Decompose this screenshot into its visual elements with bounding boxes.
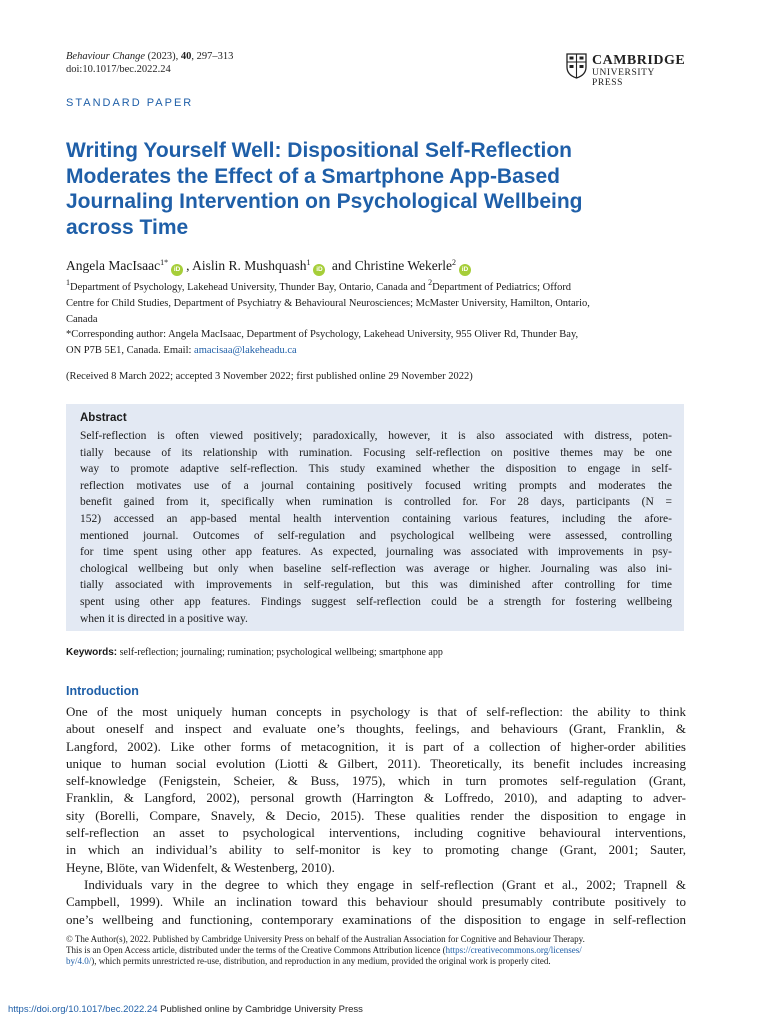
abstract-line: way to promote adaptive self-reflection. This study examined whether the disposition to engage in self- xyxy=(80,463,672,476)
keywords-text: self-reflection; journaling; rumination; psychological wellbeing; smartphone app xyxy=(117,647,443,658)
footer-text: Published online by Cambridge University Press xyxy=(157,1004,363,1015)
abstract-heading: Abstract xyxy=(80,412,127,424)
copyright-line: © The Author(s), 2022. Published by Cambridge University Press on behalf of the Australian Association for Cognitive and Behaviour Therapy. xyxy=(66,934,585,944)
journal-volume: 40 xyxy=(180,51,192,62)
email-link[interactable]: amacisaa@lakeheadu.ca xyxy=(194,345,297,357)
body-line: unique to human social evolution (Liotti & Gilbert, 2011). Theoretically, its benefit includes increasing xyxy=(66,755,686,771)
journal-doi: doi:10.1017/bec.2022.24 xyxy=(66,64,171,75)
orcid-icon[interactable]: iD xyxy=(171,264,183,276)
keywords xyxy=(66,647,443,658)
journal-year: (2023), xyxy=(147,51,179,62)
copyright-text: ), which permits unrestricted re-use, distribution, and reproduction in any medium, provided the original work is properly cited. xyxy=(91,956,551,967)
section-heading-introduction: Introduction xyxy=(66,684,139,698)
copyright-text: This is an Open Access article, distributed under the terms of the Creative Commons Attribution licence ( xyxy=(66,945,446,956)
author-sup: 1 xyxy=(306,258,311,267)
copyright-line xyxy=(66,945,686,956)
body-line: self-knowledge (Fenigstein, Scheier, & Buss, 1975), which in turn promotes self-regulation (Grant, xyxy=(66,773,686,789)
orcid-icon[interactable]: iD xyxy=(313,264,325,276)
body-line: Franklin, & Langford, 2002), personal growth (Harrington & Loffredo, 2010), and adapting to adver- xyxy=(66,790,686,806)
abstract-line: chological wellbeing but only when baseline self-reflection was average or higher. Journaling was also ini- xyxy=(80,562,672,575)
paper-type: STANDARD PAPER xyxy=(66,97,194,109)
journal-pages: , 297–313 xyxy=(191,51,234,62)
body-line: Heyne, Blöte, van Widenfelt, & Westenberg, 2010). xyxy=(66,859,335,875)
author-name: Angela MacIsaac xyxy=(66,258,161,273)
copyright-line xyxy=(66,956,686,967)
body-line: self-reflection an asset to psychological interventions, including cognitive behavioural interventions, xyxy=(66,825,686,841)
affil-text: Department of Psychology, Lakehead University, Thunder Bay, Ontario, Canada and xyxy=(70,282,429,293)
page-footer xyxy=(8,1004,363,1015)
abstract-line: benefit gained from it, specifically when rumination is controlled for. For 28 days, participants (N = xyxy=(80,496,672,509)
body-line: Individuals vary in the degree to which they engage in self-reflection (Grant et al., 2002; Trapnell & xyxy=(84,876,686,892)
body-line: One of the most uniquely human concepts in psychology is that of self-reflection: the ability to think xyxy=(66,704,686,719)
journal-citation xyxy=(66,50,233,76)
abstract-line: Self-reflection is often viewed positively; paradoxically, however, it is also associated with distress, poten- xyxy=(80,430,672,442)
logo-line-2: UNIVERSITY PRESS xyxy=(592,68,655,88)
body-line: one’s wellbeing and functioning, contemporary examinations of the disposition to engage in self-reflection xyxy=(66,911,686,927)
doi-link[interactable]: https://doi.org/10.1017/bec.2022.24 xyxy=(8,1004,158,1015)
abstract-line: mentioned journal. Outcomes of self-regulation and psychological wellbeing were assessed, controlling xyxy=(80,529,672,542)
author-list xyxy=(66,258,474,276)
title-line: Moderates the Effect of a Smartphone App-Based xyxy=(66,164,560,188)
author-name: and Christine Wekerle xyxy=(328,258,452,273)
abstract-line: for time spent using other app features. As expected, journaling was associated with improvements in psy- xyxy=(80,546,672,559)
cambridge-logo xyxy=(566,52,688,88)
logo-line-1: CAMBRIDGE xyxy=(592,53,686,68)
corr-text: ON P7B 5E1, Canada. Email: xyxy=(66,345,195,357)
abstract-line: reflection motivates use of a journal containing positively focused writing prompts and moderates the xyxy=(80,479,672,492)
body-line: Langford, 2002). Like other forms of metacognition, it is part of a collection of higher-order abilities xyxy=(66,738,686,754)
abstract-line: tially associated with improvements in self-regulation, but this was diminished after controlling for time xyxy=(80,579,672,592)
orcid-icon[interactable]: iD xyxy=(459,264,471,276)
affiliation-line: Centre for Child Studies, Department of Psychiatry & Behavioural Neurosciences; McMaster University, Hamilton, Ontario, xyxy=(66,297,590,309)
abstract-line: tially because of its relationship with rumination. Focusing self-reflection on positive themes may be one xyxy=(80,446,672,459)
body-line: Campbell, 1999). While an inclination toward this behaviour should presumably contribute positively to xyxy=(66,894,686,910)
corresponding-author-line: *Corresponding author: Angela MacIsaac, Department of Psychology, Lakehead University, 955 Oliver Rd, Thunder Bay, xyxy=(66,329,579,341)
shield-icon xyxy=(566,53,587,79)
license-link[interactable]: https://creativecommons.org/licenses/ xyxy=(445,945,582,956)
body-line: in which an individual’s ability to self-monitor is key to promoting change (Grant, 2001; Sauter, xyxy=(66,842,686,858)
received-dates: (Received 8 March 2022; accepted 3 November 2022; first published online 29 November 2022) xyxy=(66,371,473,382)
paper-title xyxy=(66,138,686,240)
affil-text: Department of Pediatrics; Offord xyxy=(432,282,572,293)
corresponding-author-line xyxy=(66,343,690,359)
title-line: Writing Yourself Well: Dispositional Self-Reflection xyxy=(66,139,572,162)
abstract-body xyxy=(80,428,672,627)
affiliations xyxy=(66,280,690,359)
abstract-line: 152) accessed an app-based mental health intervention containing various features, including the afore- xyxy=(80,512,672,525)
author-sup: 2 xyxy=(452,258,456,267)
body-line: sity (Borelli, Compare, Snavely, & Decio, 2015). These qualities render the disposition to engage in xyxy=(66,807,686,823)
abstract-line: spent using other app features. Findings suggest self-reflection could be a strength for fostering wellbeing xyxy=(80,595,672,608)
journal-name: Behaviour Change xyxy=(66,51,146,62)
affil-sup: 2 xyxy=(428,278,433,287)
journal-line xyxy=(66,50,233,63)
license-link[interactable]: by/4.0/ xyxy=(66,956,92,967)
author-sup: 1* xyxy=(160,258,169,267)
title-line: Journaling Intervention on Psychological Wellbeing xyxy=(66,190,583,213)
affiliation-line: Canada xyxy=(66,313,98,325)
copyright-notice xyxy=(66,934,686,968)
affil-sup: 1 xyxy=(66,278,70,287)
keywords-label: Keywords: xyxy=(66,647,118,658)
body-line: about oneself and inspect and evaluate one’s thoughts, feelings, and behaviours (Grant, Franklin, & xyxy=(66,721,686,737)
title-line: across Time xyxy=(66,215,189,239)
author-name: , Aislin R. Mushquash xyxy=(186,258,307,273)
introduction-body xyxy=(66,703,686,928)
abstract-line: when it is directed in a positive way. xyxy=(80,612,248,625)
affiliation-line xyxy=(66,280,690,296)
